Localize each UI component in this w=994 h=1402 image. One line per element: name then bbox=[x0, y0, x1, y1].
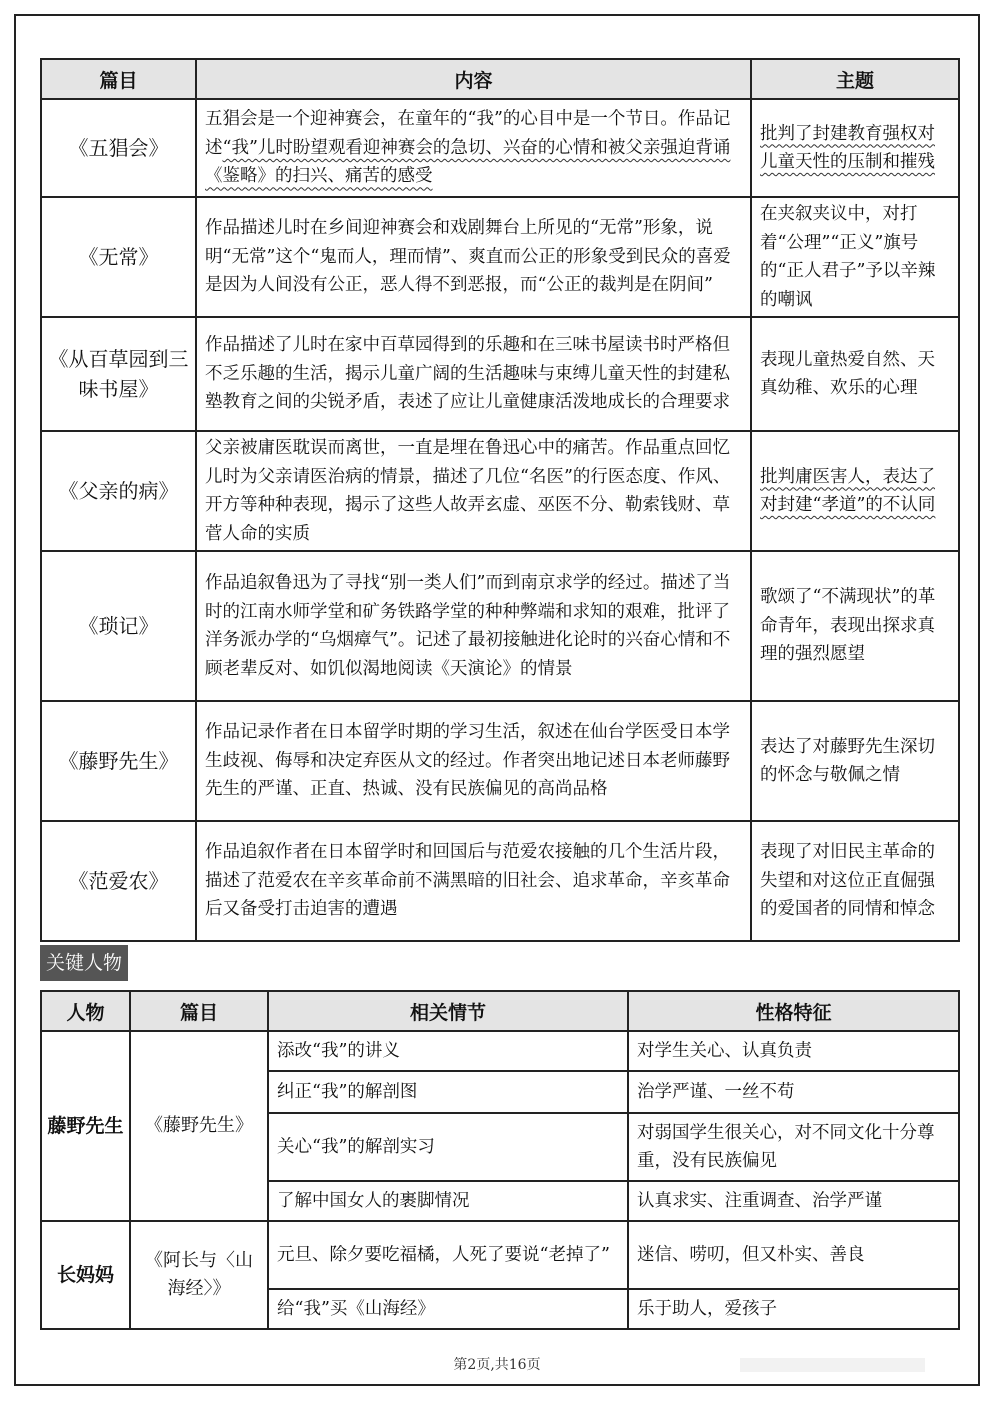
work-content: 作品描述了儿时在家中百草园得到的乐趣和在三味书屋读书时严格但不乏乐趣的生活，揭示儿童广阔的生活趣味与束缚儿童天性的封建私塾教育之间的尖锐矛盾，表述了应让儿童健康活泼地成长的合理要求 bbox=[196, 317, 751, 431]
table-row bbox=[41, 551, 959, 701]
trait-cell: 乐于助人，爱孩子 bbox=[628, 1289, 959, 1329]
table-row bbox=[41, 821, 959, 941]
work-title: 《父亲的病》 bbox=[41, 431, 196, 551]
person-work: 《阿长与〈山海经〉》 bbox=[130, 1221, 268, 1329]
people-header-row bbox=[41, 991, 959, 1031]
works-table bbox=[40, 58, 960, 942]
work-title: 《琐记》 bbox=[41, 551, 196, 701]
table-row bbox=[41, 1031, 959, 1071]
plot-cell: 给“我”买《山海经》 bbox=[268, 1289, 628, 1329]
work-theme: 表现了对旧民主革命的失望和对这位正直倔强的爱国者的同情和悼念 bbox=[751, 821, 959, 941]
theme-text: 批判了封建教育强权对儿童天性的压制和摧残 bbox=[760, 123, 935, 172]
table-row bbox=[41, 431, 959, 551]
work-title: 《从百草园到三味书屋》 bbox=[41, 317, 196, 431]
work-content: 作品追叙作者在日本留学时和回国后与范爱农接触的几个生活片段，描述了范爱农在辛亥革命前不满黑暗的旧社会、追求革命，辛亥革命后又备受打击迫害的遭遇 bbox=[196, 821, 751, 941]
work-content bbox=[196, 99, 751, 197]
content-underlined: “我”儿时盼望观看迎神赛会的急切、兴奋的心情和被父亲强迫背诵《鉴略》的扫兴、痛苦的感受 bbox=[205, 137, 731, 187]
plot-cell: 了解中国女人的裹脚情况 bbox=[268, 1181, 628, 1221]
work-content: 父亲被庸医耽误而离世，一直是埋在鲁迅心中的痛苦。作品重点回忆儿时为父亲请医治病的情景，描述了几位“名医”的行医态度、作风、开方等种种表现，揭示了这些人故弄玄虚、巫医不分、勒索钱财、草菅人命的实质 bbox=[196, 431, 751, 551]
header-plot: 相关情节 bbox=[268, 991, 628, 1031]
header-person: 人物 bbox=[41, 991, 130, 1031]
table-row bbox=[41, 701, 959, 821]
works-header-row bbox=[41, 59, 959, 99]
work-content: 作品记录作者在日本留学时期的学习生活，叙述在仙台学医受日本学生歧视、侮辱和决定弃医从文的经过。作者突出地记述日本老师藤野先生的严谨、正直、热诚、没有民族偏见的高尚品格 bbox=[196, 701, 751, 821]
trait-cell: 对弱国学生很关心，对不同文化十分尊重，没有民族偏见 bbox=[628, 1113, 959, 1181]
section-label: 关键人物 bbox=[40, 945, 128, 981]
work-theme bbox=[751, 431, 959, 551]
work-theme bbox=[751, 99, 959, 197]
theme-text: 批判庸医害人，表达了对封建“孝道”的不认同 bbox=[760, 466, 936, 515]
header-theme: 主题 bbox=[751, 59, 959, 99]
plot-cell: 纠正“我”的解剖图 bbox=[268, 1071, 628, 1113]
header-work: 篇目 bbox=[130, 991, 268, 1031]
person-name: 藤野先生 bbox=[41, 1031, 130, 1221]
work-theme: 在夹叙夹议中，对打着“公理”“正义”旗号的“正人君子”予以辛辣的嘲讽 bbox=[751, 197, 959, 317]
work-title: 《范爱农》 bbox=[41, 821, 196, 941]
trait-cell: 认真求实、注重调查、治学严谨 bbox=[628, 1181, 959, 1221]
table-row bbox=[41, 99, 959, 197]
work-content: 作品描述儿时在乡间迎神赛会和戏剧舞台上所见的“无常”形象，说明“无常”这个“鬼而人，理而情”、爽直而公正的形象受到民众的喜爱是因为人间没有公正，恶人得不到恶报，而“公正的裁判是在阴间” bbox=[196, 197, 751, 317]
work-title: 《无常》 bbox=[41, 197, 196, 317]
plot-cell: 关心“我”的解剖实习 bbox=[268, 1113, 628, 1181]
people-table bbox=[40, 990, 960, 1330]
work-title: 《藤野先生》 bbox=[41, 701, 196, 821]
work-content: 作品追叙鲁迅为了寻找“别一类人们”而到南京求学的经过。描述了当时的江南水师学堂和矿务铁路学堂的种种弊端和求知的艰难，批评了洋务派办学的“乌烟瘴气”。记述了最初接触进化论时的兴奋心情和不顾老辈反对、如饥似渴地阅读《天演论》的情景 bbox=[196, 551, 751, 701]
header-work: 篇目 bbox=[41, 59, 196, 99]
person-work: 《藤野先生》 bbox=[130, 1031, 268, 1221]
work-title: 《五猖会》 bbox=[41, 99, 196, 197]
content-text: 五猖会是一个迎神赛会，在童年的“我”的心目中是一个节日。作品记述 bbox=[205, 109, 731, 158]
header-trait: 性格特征 bbox=[628, 991, 959, 1031]
plot-cell: 添改“我”的讲义 bbox=[268, 1031, 628, 1071]
work-theme: 歌颂了“不满现状”的革命青年，表现出探求真理的强烈愿望 bbox=[751, 551, 959, 701]
work-theme: 表达了对藤野先生深切的怀念与敬佩之情 bbox=[751, 701, 959, 821]
work-theme: 表现儿童热爱自然、天真幼稚、欢乐的心理 bbox=[751, 317, 959, 431]
person-name: 长妈妈 bbox=[41, 1221, 130, 1329]
trait-cell: 对学生关心、认真负责 bbox=[628, 1031, 959, 1071]
table-row bbox=[41, 197, 959, 317]
trait-cell: 治学严谨、一丝不苟 bbox=[628, 1071, 959, 1113]
table-row bbox=[41, 317, 959, 431]
table-row bbox=[41, 1221, 959, 1289]
header-content: 内容 bbox=[196, 59, 751, 99]
trait-cell: 迷信、唠叨，但又朴实、善良 bbox=[628, 1221, 959, 1289]
page-number: 第2页,共16页 bbox=[453, 1357, 541, 1373]
plot-cell: 元旦、除夕要吃福橘，人死了要说“老掉了” bbox=[268, 1221, 628, 1289]
